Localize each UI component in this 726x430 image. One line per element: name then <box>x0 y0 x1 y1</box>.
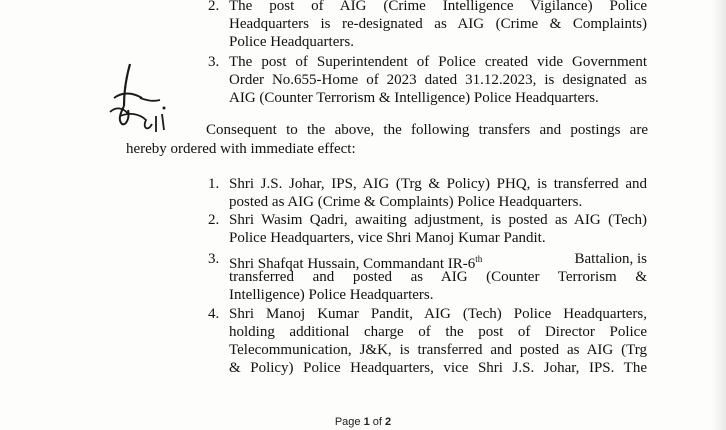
item-number: 2. <box>208 212 220 228</box>
item-number: 3. <box>208 251 220 267</box>
current-page-number: 1 <box>363 416 370 428</box>
footer-prefix: Page <box>334 416 364 428</box>
handwritten-signature <box>100 58 190 148</box>
text-line: Headquarters is re-designated as AIG (Crime & Complaints) <box>229 16 647 32</box>
text-fragment: Shri Shafqat Hussain, Commandant IR-6th <box>229 254 483 272</box>
text-line: Shri J.S. Johar, IPS, AIG (Trg & Policy) PHQ, is transferred and <box>229 176 647 192</box>
text-fragment: Battalion, is <box>574 251 647 267</box>
text-line: The post of AIG (Crime Intelligence Vigilance) Police <box>229 0 647 14</box>
text-line: Shri Manoj Kumar Pandit, AIG (Tech) Police Headquarters, <box>229 306 647 322</box>
page-edge-shadow <box>712 0 726 430</box>
text-line: Order No.655-Home of 2023 dated 31.12.2023, is designated as <box>229 72 647 88</box>
text-line: transferred and posted as AIG (Counter Terrorism & <box>229 269 647 285</box>
text-line: hereby ordered with immediate effect: <box>126 141 356 157</box>
text-line: Intelligence) Police Headquarters. <box>229 287 434 303</box>
text-line: Telecommunication, J&K, is transferred and posted as AIG (Trg <box>229 342 647 358</box>
footer-of: of <box>369 416 386 428</box>
item-number: 1. <box>208 176 220 192</box>
text-line: AIG (Counter Terrorism & Intelligence) Police Headquarters. <box>229 90 599 106</box>
text-line: & Policy) Police Headquarters, vice Shri J.S. Johar, IPS. The <box>229 360 647 376</box>
total-page-number: 2 <box>385 416 392 428</box>
page-footer <box>0 416 726 428</box>
text-line: The post of Superintendent of Police created vide Government <box>229 54 647 70</box>
item-number: 2. <box>208 0 220 14</box>
text-line: Police Headquarters, vice Shri Manoj Kumar Pandit. <box>229 230 546 246</box>
text-line: holding additional charge of the post of Director Police <box>229 324 647 340</box>
item-number: 4. <box>208 306 220 322</box>
text-line: Consequent to the above, the following transfers and postings are <box>206 122 648 138</box>
text-line: Shri Wasim Qadri, awaiting adjustment, is posted as AIG (Tech) <box>229 212 647 228</box>
text-line: Police Headquarters. <box>229 34 354 50</box>
item-number: 3. <box>208 54 220 70</box>
text-line: posted as AIG (Crime & Complaints) Police Headquarters. <box>229 194 583 210</box>
